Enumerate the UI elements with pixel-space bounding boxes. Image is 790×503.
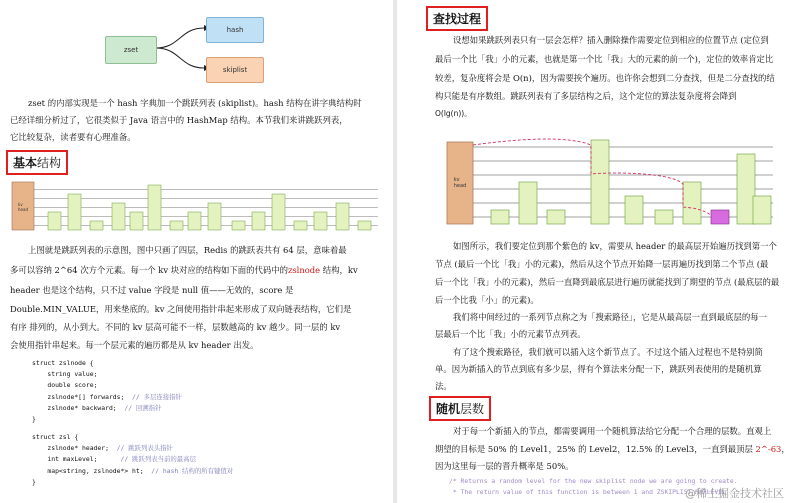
code-comment: // 跳跃列表头指针: [108, 444, 173, 453]
code-text: zslnode* header;: [32, 444, 109, 453]
text-line: 有了这个搜索路径，我们就可以插入这个新节点了。不过这个插入过程也不是特别简: [453, 347, 763, 357]
code-line: [32, 454, 233, 465]
kv-tower: [336, 203, 349, 230]
kv-tower: [547, 210, 565, 224]
text-line: 后一个比我「小」的元素)。: [435, 295, 539, 305]
skiplist-figure-left: [8, 180, 388, 236]
left-page: [0, 0, 393, 503]
text-line: 构只能是有序数组。跳跃列表有了多层结构之后，这个定位的算法复杂度将会降到: [435, 91, 737, 101]
heading-search-process: 查找过程: [426, 6, 488, 31]
text-line: 法。: [435, 381, 452, 391]
zset-node: zset: [105, 36, 157, 64]
kv-tower: [683, 182, 701, 224]
kv-tower: [753, 196, 771, 224]
kv-tower: [170, 221, 183, 230]
code-line: [32, 414, 182, 425]
kv-tower: [655, 210, 673, 224]
text-line: 会使用指针串起来。每一个层元素的遍历都是从 kv header 出发。: [10, 340, 259, 350]
text-segment: 多可以容纳 2^64 次方个元素。每一个 kv 块对应的结构如下面的代码中的: [10, 265, 288, 275]
code-text: int maxLevel;: [32, 455, 98, 464]
code-zsl: [32, 432, 233, 488]
kv-tower: [112, 203, 125, 230]
text-segment: 期望的目标是 50% 的 Level1，25% 的 Level2，12.5% 的 Level3，一直到最顶层: [435, 444, 753, 454]
kv-tower: [272, 194, 285, 230]
text-line: 它比较复杂，读者要有心理准备。: [10, 132, 136, 142]
text-line: 节点 (最后一个比「我」小的元素)，然后从这个节点开始降一层再遍历找到第二个节点 (最: [435, 259, 769, 269]
code-zslnode: [32, 358, 182, 425]
code-line: [32, 392, 182, 403]
text-line: O(lg(n))。: [435, 109, 472, 118]
text-line: 设想如果跳跃列表只有一层会怎样？插入删除操作需要定位到相应的位置节点 (定位到: [453, 35, 769, 45]
text-line: header 也是这个结构，只不过 value 字段是 null 值——无效的，score 是: [10, 285, 294, 295]
heading-bold: 基本: [13, 156, 38, 170]
text-segment: 结构，kv: [320, 265, 358, 275]
code-text: struct zslnode {: [32, 359, 94, 367]
text-line: 最后一个比「我」小的元素，也就是第一个比「我」大的元素的前一个)，定位的效率肯定比: [435, 54, 774, 64]
code-comment: // hash 结构的所有键值对: [143, 466, 234, 475]
kv-tower: [130, 212, 143, 230]
right-page: [397, 0, 790, 503]
watermark: @稀土掘金技术社区: [685, 487, 784, 500]
code-comment: // 多层连接指针: [124, 392, 182, 401]
code-text: }: [32, 415, 36, 424]
text-line: 对于每一个新插入的节点，都需要调用一个随机算法给它分配一个合理的层数。直观上: [453, 426, 772, 436]
text-line: 已经详细分析过了，它很类似于 Java 语言中的 HashMap 结构。本节我们来讲跳跃列表，: [10, 115, 348, 125]
text-line: 如图所示，我们要定位到那个紫色的 kv，需要从 header 的最高层开始遍历找到第一个: [453, 241, 777, 251]
code-text: }: [32, 477, 36, 486]
kv-head-label: kv head: [453, 177, 467, 189]
kv-tower: [358, 221, 371, 230]
code-text: zslnode* backward;: [32, 403, 117, 412]
code-text: struct zsl {: [32, 433, 79, 441]
code-line: [32, 369, 182, 380]
hash-node: hash: [206, 17, 264, 43]
text-line: 因为这里每一层的晋升概率是 50%。: [435, 461, 574, 471]
code-line: [32, 443, 233, 454]
code-line: [32, 358, 182, 369]
heading-rest: 层数: [460, 402, 485, 416]
text-line: 上图就是跳跃列表的示意图，图中只画了四层，Redis 的跳跃表共有 64 层，意味着最: [28, 245, 347, 255]
kv-tower: [68, 194, 81, 230]
kv-tower: [491, 210, 509, 224]
kv-tower: [591, 140, 609, 224]
code-line: [32, 477, 233, 488]
code-line: [32, 380, 182, 391]
code-line: /* Returns a random level for the new skiplist node we are going to create.: [449, 477, 738, 485]
kv-tower: [232, 221, 245, 230]
code-text: map<string, zslnode*> ht;: [32, 466, 144, 475]
kv-head-label: kv head: [18, 202, 28, 212]
code-line: [32, 466, 233, 477]
code-text: zslnode*[] forwards;: [32, 392, 125, 401]
text-line: 较差，复杂度将会是 O(n)，因为需要挨个遍历。也许你会想到二分查找，但是二分查找的结: [435, 73, 775, 83]
code-line: * The return value of this function is between 1 and ZSKIPLIST_MAXLEVEL: [449, 488, 727, 497]
code-comment: // 跳跃列表当前的最高层: [97, 455, 196, 464]
code-text: double score;: [32, 381, 98, 390]
kv-tower: [252, 212, 265, 230]
text-line: 单。因为新插入的节点到底有多少层，得有个算法来分配一下，跳跃列表使用的是随机算: [435, 364, 762, 374]
text-segment: ，: [781, 444, 790, 454]
kv-tower: [625, 196, 643, 224]
heading-rest: 结构: [37, 156, 62, 170]
code-line: [32, 403, 182, 414]
heading-basic-structure: [6, 150, 68, 175]
code-comment: // 回溯指针: [116, 403, 162, 412]
target-kv-node: [711, 210, 729, 224]
kv-tower: [148, 185, 161, 230]
kv-tower: [188, 212, 201, 230]
text-line: [435, 441, 790, 458]
kv-tower: [294, 221, 307, 230]
zslnode-highlight: zslnode: [287, 265, 321, 275]
skiplist-search-figure: [441, 132, 781, 232]
kv-tower: [519, 182, 537, 224]
kv-tower: [737, 154, 755, 224]
kv-tower: [314, 212, 327, 230]
text-line: 我们将中间经过的一系列节点称之为「搜索路径」，它是从最高层一直到最底层的每一: [453, 312, 768, 322]
kv-tower: [90, 221, 103, 230]
text-line: 后一个比「我」小的元素)，然后一直降到最底层进行遍历就能找到了期望的节点 (最底层的最: [435, 277, 780, 287]
text-line: 有序 排列的，从小到大。不同的 kv 层高可能不一样，层数越高的 kv 越少。同一层的 kv: [10, 322, 341, 332]
heading-random-level: [429, 396, 491, 421]
code-line: [32, 432, 233, 443]
kv-tower: [48, 212, 61, 230]
text-line: 层最后一个比「我」小的元素节点列表。: [435, 329, 586, 339]
kv-tower: [208, 203, 221, 230]
probability-highlight: 2^-63: [755, 444, 782, 454]
code-text: string value;: [32, 370, 98, 379]
text-line: [10, 262, 358, 279]
skiplist-node: skiplist: [206, 57, 264, 83]
text-line: Double.MIN_VALUE，用来垫底的。kv 之间使用指针串起来形成了双向链表结构，它们是: [10, 304, 352, 314]
text-line: zset 的内部实现是一个 hash 字典加一个跳跃列表 (skiplist)。hash 结构在讲字典结构时: [28, 98, 362, 108]
heading-bold: 随机: [436, 402, 461, 416]
